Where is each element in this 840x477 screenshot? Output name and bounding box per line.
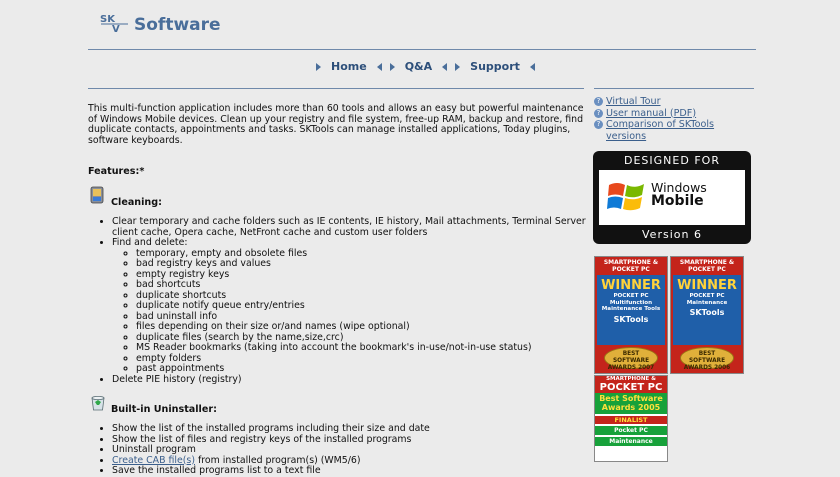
list-item: • Show the list of files and registry keys of the installed programs [112,435,592,446]
list-item: ◦ files depending on their size or/and names (wipe optional) [136,322,592,333]
award-2005[interactable] [594,375,668,462]
nav-arrow-left-icon [377,63,382,71]
award-category: POCKET PC Multifunction Maintenance Tools [601,293,661,312]
list-item: ◦ empty registry keys [136,270,592,281]
award-medal: BEST SOFTWARE AWARDS 2007 [604,347,658,369]
award-magazine: SMARTPHONE & [595,376,667,383]
badge-designed-for: DESIGNED FOR [624,154,720,167]
award-winner: WINNER [677,278,737,293]
side-link-comparison[interactable]: ? Comparison of SKTools versions [594,119,744,142]
award-2007[interactable] [594,256,668,374]
skv-logo-icon[interactable] [100,12,130,34]
nav-arrow-left-icon [530,63,535,71]
question-icon: ? [594,97,603,106]
list-item: • Save the installed programs list to a text file [112,466,592,477]
list-item: • Find and delete: ◦ temporary, empty and obsolete files ◦ bad registry keys and values ◦ empty registry keys ◦ bad shortcuts ◦ duplicate shortcuts ◦ duplicate notify queue entry/entries ◦ bad uninstall info ◦ files depending on their size or/and names (wipe optional) ◦ duplicate files (search by the name,size,crc) ◦ MS Reader bookmarks (taking into account the bookmark's in-use/not-in-use status) ◦ empty folders ◦ past appointments [112,238,592,375]
nav-arrow-right-icon [316,63,321,71]
windows-flag-icon [607,179,647,217]
list-item: ◦ bad shortcuts [136,280,592,291]
intro-paragraph: This multi-function application includes more than 60 tools and allows an easy but powerful maintenance of Windows Mobile devices. Clean up your registry and file system, free-up RAM, backup and restore, find duplicate contacts, appointments and tasks. SKTools can manage installed applications, Today plugins, software keyboards. [88,103,584,146]
list-item: • Create CAB file(s) from installed program(s) (WM5/6) [112,456,592,467]
uninstaller-list [88,424,592,477]
award-category: POCKET PC Maintenance [686,293,728,306]
award-platform: Pocket PC [595,426,667,435]
list-item: ◦ duplicate notify queue entry/entries [136,301,592,312]
award-category: Maintenance [595,437,667,446]
award-winner: WINNER [601,278,661,293]
cleaning-icon [90,186,106,204]
cleaning-list [88,217,592,385]
badge-mobile: Mobile [651,193,704,209]
list-item: ◦ duplicate files (search by the name,size,crc) [136,333,592,344]
list-item: ◦ empty folders [136,354,592,365]
nav-arrow-right-icon [455,63,460,71]
list-item: ◦ past appointments [136,364,592,375]
list-item: ◦ duplicate shortcuts [136,291,592,302]
nav-arrow-right-icon [390,63,395,71]
award-product: SKTools [613,314,649,324]
header-rule [88,49,756,50]
award-best-software: Best Software Awards 2005 [595,393,667,414]
list-item: • Show the list of the installed programs including their size and date [112,424,592,435]
list-item: • Delete PIE history (registry) [112,375,592,386]
list-item: ◦ bad uninstall info [136,312,592,323]
features-label: Features:* [88,166,145,177]
uninstaller-title: Built-in Uninstaller: [111,404,217,415]
windows-mobile-badge[interactable] [593,151,751,244]
question-icon: ? [594,120,603,129]
svg-text:SK: SK [100,14,115,25]
award-pocket-pc: POCKET PC [595,383,667,393]
list-item: • Uninstall program [112,445,592,456]
side-link-virtual-tour[interactable]: ? Virtual Tour [594,96,744,108]
list-item: ◦ bad registry keys and values [136,259,592,270]
nav-support[interactable]: Support [470,60,520,73]
cleaning-title: Cleaning: [111,197,162,208]
award-magazine: SMARTPHONE & POCKET PC [671,257,743,273]
content-rule-left [88,88,584,89]
award-product: SKTools [689,308,725,317]
list-item: ◦ temporary, empty and obsolete files [136,249,592,260]
award-medal: BEST SOFTWARE AWARDS 2006 [680,347,734,369]
badge-version: Version 6 [642,228,702,241]
recycle-bin-icon [89,393,107,411]
svg-text:V: V [112,24,120,34]
find-delete-list [112,249,592,375]
award-2006[interactable] [670,256,744,374]
award-magazine: SMARTPHONE & POCKET PC [595,257,667,273]
nav-qa[interactable]: Q&A [404,60,433,73]
question-icon: ? [594,109,603,118]
nav-home[interactable]: Home [331,60,367,73]
side-link-user-manual[interactable]: ? User manual (PDF) [594,108,744,120]
side-links [594,96,744,142]
list-item: • Clear temporary and cache folders such as IE contents, IE history, Mail attachments, Terminal Server client cache, Opera cache, NetFront cache and custom user folders [112,217,592,238]
content-rule-right [594,88,754,89]
create-cab-link[interactable]: Create CAB file(s) [112,454,195,466]
list-item: ◦ MS Reader bookmarks (taking into account the bookmark's in-use/not-in-use status) [136,343,592,354]
brand-title: Software [134,15,221,35]
nav-arrow-left-icon [442,63,447,71]
top-nav [316,60,535,73]
badge-windows: Windows [651,180,707,195]
award-finalist: FINALIST [595,416,667,424]
